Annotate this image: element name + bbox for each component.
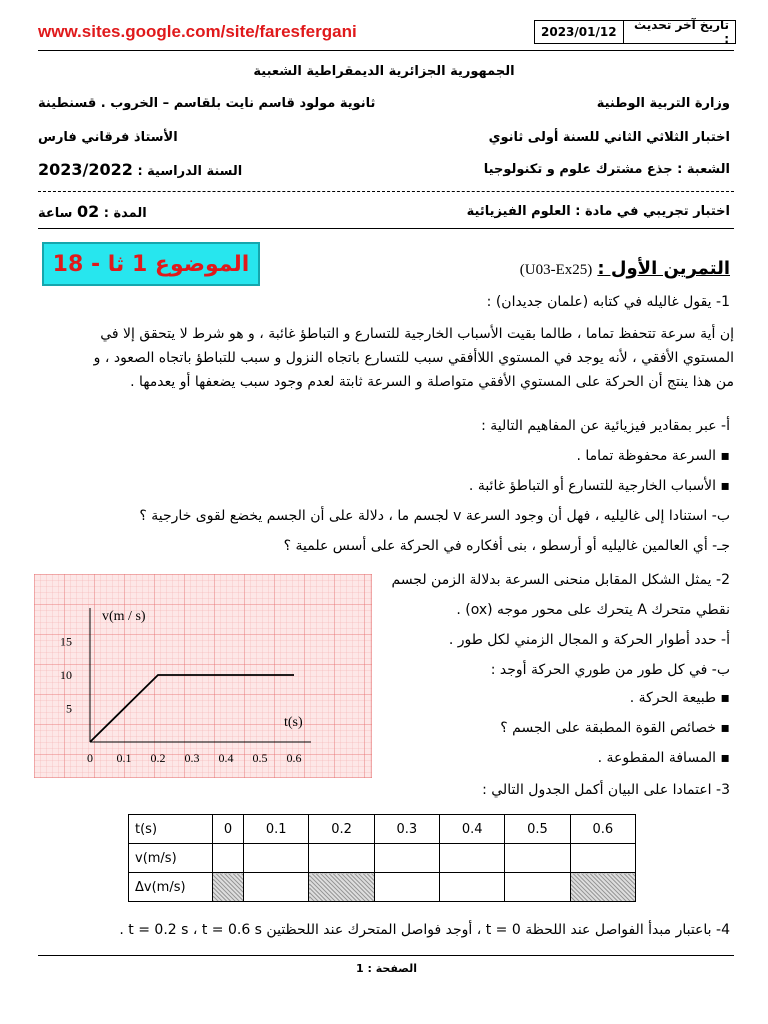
dv-cell[interactable] xyxy=(374,873,439,902)
t-cell: 0.6 xyxy=(570,815,635,844)
x-tick-label: 0.3 xyxy=(184,751,200,765)
v-cell[interactable] xyxy=(309,844,374,873)
teacher-name: الأستاذ فرقاني فارس xyxy=(38,130,178,145)
y-axis-label: v(m / s) xyxy=(102,609,146,624)
table-row-delta-v xyxy=(129,873,636,902)
q2-b: ب- في كل طور من طوري الحركة أوجد : xyxy=(490,662,730,678)
y-tick-label: 10 xyxy=(60,668,72,682)
q1-b: ب- استنادا إلى غاليليه ، فهل أن وجود السرعة v لجسم ما ، دلالة على أن الجسم يخضع لقوى خارجية ؟ xyxy=(139,508,730,524)
row-header-t: t(s) xyxy=(129,815,213,844)
t-cell: 0.3 xyxy=(374,815,439,844)
duration xyxy=(38,202,147,221)
header-divider-3 xyxy=(38,228,734,229)
header-divider xyxy=(38,50,734,51)
dv-cell[interactable] xyxy=(440,873,505,902)
t-cell: 0.5 xyxy=(505,815,570,844)
q1-a-item2: ▪ الأسباب الخارجية للتسارع أو التباطؤ غائبة . xyxy=(468,478,730,494)
v-cell[interactable] xyxy=(440,844,505,873)
dv-cell-shaded xyxy=(213,873,244,902)
q1-quote-line3: من هذا ينتج أن الحركة على المستوي الأفقي متواصلة و السرعة ثابتة لعدم وجود سبب يضعفها أو يعدمها . xyxy=(130,374,734,390)
x-tick-label: 0.5 xyxy=(252,751,268,765)
republic-title: الجمهورية الجزائرية الديمقراطية الشعبية xyxy=(253,64,515,79)
v-cell[interactable] xyxy=(570,844,635,873)
x-axis-label: t(s) xyxy=(284,715,303,730)
row-header-dv: Δv(m/s) xyxy=(129,873,213,902)
v-cell[interactable] xyxy=(244,844,309,873)
branch: الشعبة : جذع مشترك علوم و تكنولوجيا xyxy=(483,162,730,177)
velocity-time-chart xyxy=(34,574,372,778)
y-tick-label: 15 xyxy=(60,634,72,649)
update-box xyxy=(534,20,736,44)
t-cell: 0.2 xyxy=(309,815,374,844)
q1-a: أ- عبر بمقادير فيزيائية عن المفاهيم التالية : xyxy=(481,418,730,434)
v-cell[interactable] xyxy=(374,844,439,873)
update-date: 2023/01/12 xyxy=(541,25,617,39)
exercise-heading xyxy=(520,258,730,279)
exercise-code: (U03-Ex25) xyxy=(519,262,593,278)
x-tick-label: 0.1 xyxy=(116,751,132,765)
x-tick-label: 0 xyxy=(87,751,93,765)
site-url[interactable]: www.sites.google.com/site/faresfergani xyxy=(38,22,357,41)
v-cell[interactable] xyxy=(505,844,570,873)
q4: 4- باعتبار مبدأ الفواصل عند اللحظة t = 0 ، أوجد فواصل المتحرك عند اللحظتين t = 0.2 s ، t = 0.6 s . xyxy=(119,922,730,938)
q1-c: جـ- أي العالمين غاليليه أو أرسطو ، بنى أفكاره في الحركة على أسس علمية ؟ xyxy=(283,538,730,554)
x-tick-label: 0.4 xyxy=(218,751,234,765)
v-cell[interactable] xyxy=(213,844,244,873)
school-name: ثانوية مولود قاسم نايت بلقاسم – الخروب . قسنطينة xyxy=(38,96,376,111)
y-tick-label: 5 xyxy=(66,701,72,716)
t-cell: 0.4 xyxy=(440,815,505,844)
dv-cell-shaded xyxy=(570,873,635,902)
duration-value: 02 xyxy=(76,202,100,221)
school-year xyxy=(38,160,242,179)
q2-b-item3: ▪ المسافة المقطوعة . xyxy=(597,750,730,766)
q1-a-item1: ▪ السرعة محفوظة تماما . xyxy=(576,448,730,464)
table-row-velocity xyxy=(129,844,636,873)
q2-b-item1: ▪ طبيعة الحركة . xyxy=(629,690,730,706)
footer-divider xyxy=(38,955,734,956)
exercise-title: التمرين الأول : xyxy=(597,258,730,279)
duration-label: المدة : xyxy=(103,206,147,221)
row-header-v: v(m/s) xyxy=(129,844,213,873)
t-cell: 0 xyxy=(213,815,244,844)
ministry: وزارة التربية الوطنية xyxy=(596,96,730,111)
q3: 3- اعتمادا على البيان أكمل الجدول التالي : xyxy=(482,782,730,798)
q2-line2: نقطي متحرك A يتحرك على محور موجه (ox) . xyxy=(456,602,730,618)
dv-cell[interactable] xyxy=(244,873,309,902)
update-label: تاريخ آخر تحديث : xyxy=(623,21,735,43)
duration-unit: ساعة xyxy=(38,206,73,221)
x-tick-label: 0.6 xyxy=(286,751,302,765)
data-table xyxy=(128,814,636,902)
q1-quote-line2: المستوي الأفقي ، لأنه يوجد في المستوي اللاأفقي سبب للتسارع باتجاه النزول و سبب للتباطؤ باتجاه الصعود ، و xyxy=(93,350,734,366)
x-tick-label: 0.2 xyxy=(150,751,166,765)
page-number: الصفحة : 1 xyxy=(356,962,417,975)
table-row-time xyxy=(129,815,636,844)
t-cell: 0.1 xyxy=(244,815,309,844)
q1-intro: 1- يقول غاليله في كتابه (علمان جديدان) : xyxy=(486,294,730,310)
q2-b-item2: ▪ خصائص القوة المطبقة على الجسم ؟ xyxy=(500,720,730,736)
exam-title: اختبار الثلاثي الثاني للسنة أولى ثانوي xyxy=(488,130,730,145)
subject: اختبار تجريبي في مادة : العلوم الفيزيائية xyxy=(466,204,730,219)
q2-a: أ- حدد أطوار الحركة و المجال الزمني لكل طور . xyxy=(448,632,730,648)
q2-line1: 2- يمثل الشكل المقابل منحنى السرعة بدلالة الزمن لجسم xyxy=(391,572,730,588)
q1-quote-line1: إن أية سرعة تتحفظ تماما ، طالما بقيت الأسباب الخارجية للتسارع و التباطؤ غائبة ، و هو شرط لا يتحقق إلا في xyxy=(100,326,734,342)
year-value: 2023/2022 xyxy=(38,160,133,179)
header-divider-2 xyxy=(38,191,734,192)
year-label: السنة الدراسية : xyxy=(137,164,243,179)
chart-grid xyxy=(34,574,372,778)
dv-cell-shaded xyxy=(309,873,374,902)
dv-cell[interactable] xyxy=(505,873,570,902)
topic-badge: الموضوع 1 ثا - 18 xyxy=(42,242,260,286)
